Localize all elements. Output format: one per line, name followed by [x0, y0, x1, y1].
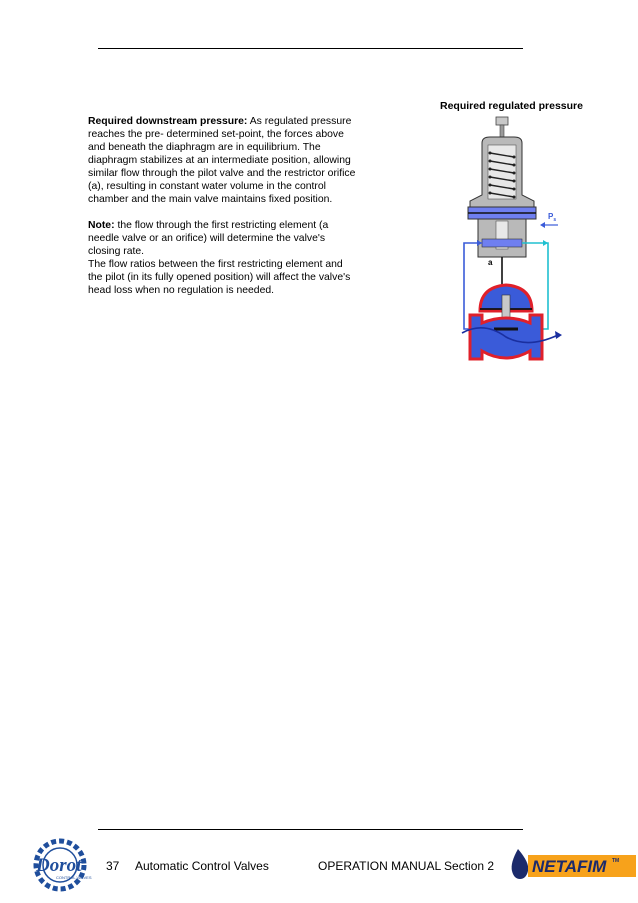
paragraph-flow-ratios: The flow ratios between the first restricting element and the pilot (in its fully opened position) will affect the valve's head loss when no regulation is needed.	[88, 259, 351, 296]
netafim-logo-text: NETAFIM	[532, 857, 607, 876]
footer-rule	[98, 829, 523, 830]
header-rule	[98, 48, 523, 49]
netafim-trademark: TM	[612, 858, 620, 864]
note-heading: Note:	[88, 220, 115, 231]
dorot-logo	[30, 835, 104, 895]
page-number: 37	[106, 859, 120, 873]
paragraph-heading: Required downstream pressure:	[88, 116, 248, 127]
paragraph-downstream-pressure	[88, 115, 360, 206]
dorot-logo-text: Dorot	[36, 855, 82, 876]
pressure-label: $P_s$	[548, 212, 557, 223]
orifice-label: a	[488, 258, 493, 267]
paragraph-text: As regulated pressure reaches the pre- determined set-point, the forces above and beneath the diaphragm are in equilibrium. The diaphragm stabilizes at an intermediate position, allowing similar flow through the pilot valve and the restrictor orifice (a), resulting in constant water volume in the control chamber and the main valve maintains fixed position.	[88, 116, 356, 205]
adjusting-screw	[496, 117, 508, 125]
valve-diagram	[458, 115, 570, 365]
dorot-logo-subtext: CONTROL VALVES	[56, 875, 92, 880]
note-text: the flow through the first restricting element (a needle valve or an orifice) will determine the valve's closing rate.	[88, 220, 329, 257]
page-footer	[0, 835, 638, 903]
footer-section: OPERATION MANUAL Section 2	[318, 859, 495, 873]
body-text	[88, 115, 360, 297]
paragraph-note	[88, 219, 360, 258]
figure-caption: Required regulated pressure	[440, 100, 583, 112]
water-drop-icon	[512, 849, 529, 879]
footer-title: Automatic Control Valves	[135, 859, 269, 873]
flow-arrow	[555, 331, 562, 339]
pressure-arrow-head	[540, 222, 545, 228]
netafim-logo	[508, 847, 636, 881]
pilot-passage	[482, 239, 522, 247]
